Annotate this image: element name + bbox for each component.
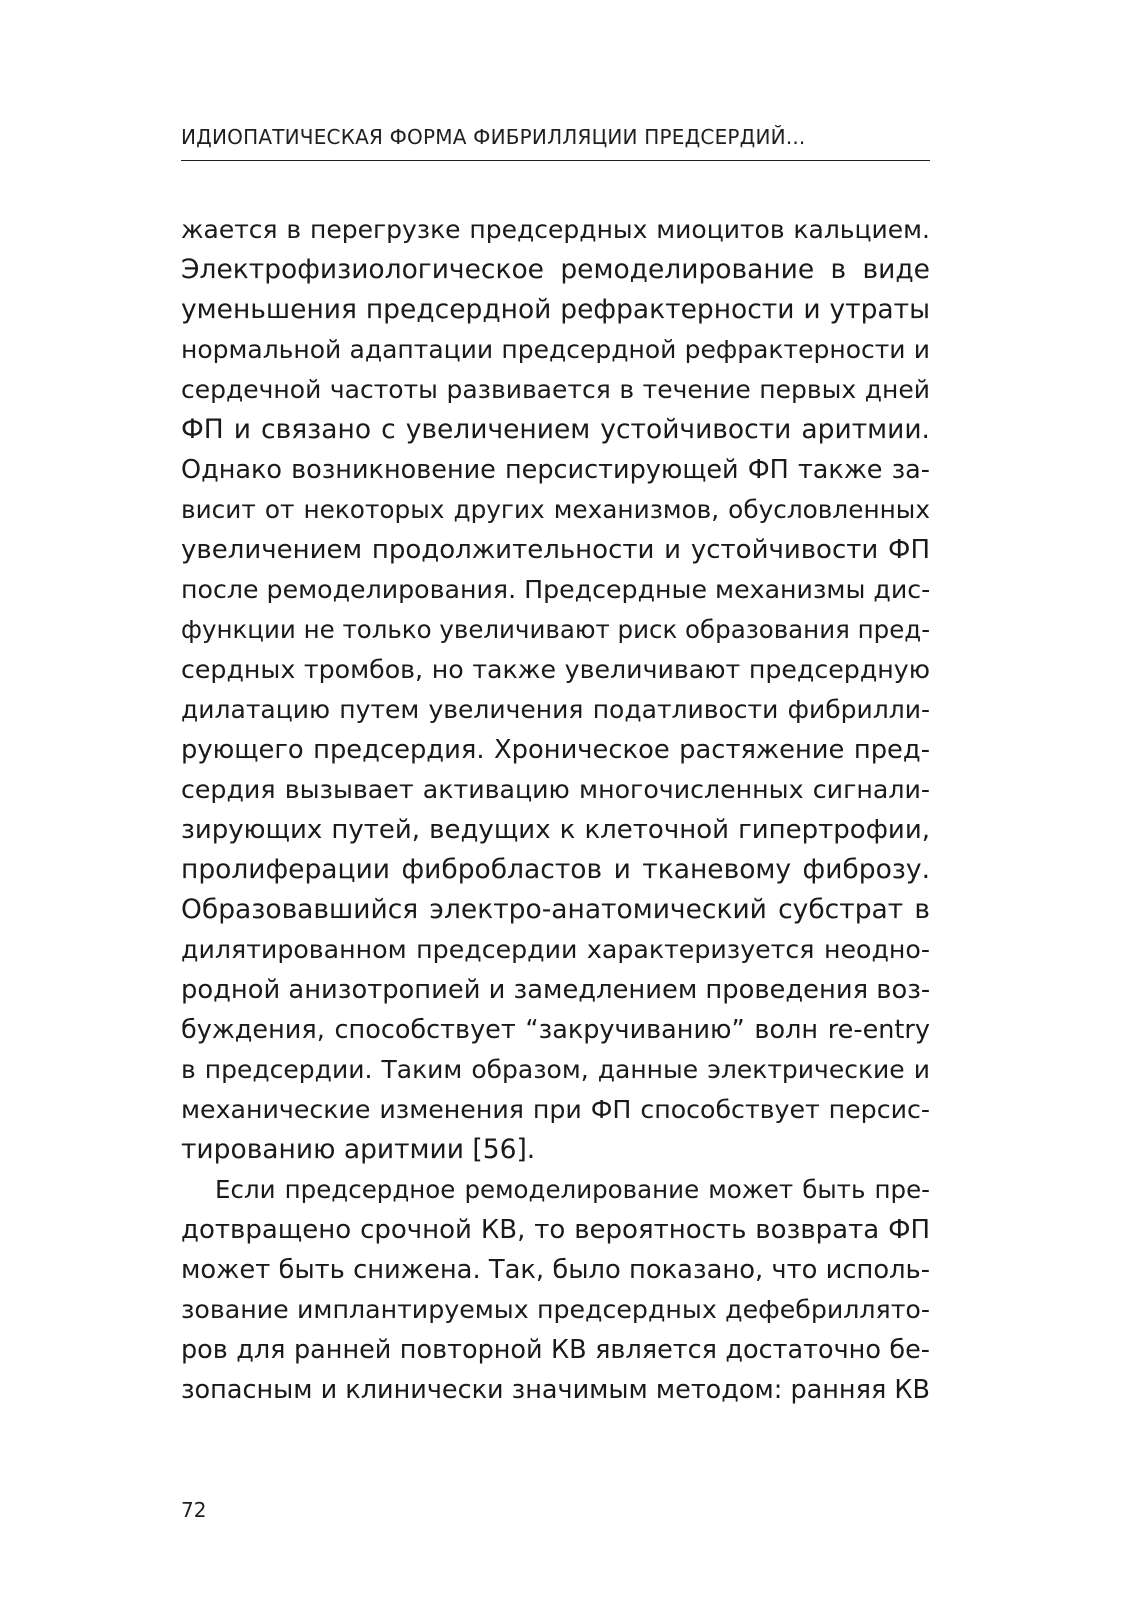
running-head-title: ИДИОПАТИЧЕСКАЯ ФОРМА ФИБРИЛЛЯЦИИ ПРЕДСЕРДИЙ... xyxy=(181,125,806,149)
text-line: уменьшения предсердной рефрактерности и утраты xyxy=(181,294,930,325)
paragraph-first-line: Если предсердное ремоделирование может быть пре- xyxy=(215,1175,930,1204)
text-line: дотвращено срочной КВ, то вероятность возврата ФП xyxy=(181,1215,930,1245)
text-line: функции не только увеличивают риск образования пред- xyxy=(181,615,930,644)
text-line: после ремоделирования. Предсердные механизмы дис- xyxy=(181,575,930,604)
text-line: ров для ранней повторной КВ является достаточно бе- xyxy=(181,1335,930,1365)
body-text xyxy=(181,210,930,1410)
page-number: 72 xyxy=(181,1498,207,1522)
text-line: зирующих путей, ведущих к клеточной гипертрофии, xyxy=(181,815,930,845)
text-line: нормальной адаптации предсердной рефрактерности и xyxy=(181,335,930,364)
text-line: родной анизотропией и замедлением проведения воз- xyxy=(181,975,930,1005)
text-line: может быть снижена. Так, было показано, что исполь- xyxy=(181,1255,930,1285)
text-line: жается в перегрузке предсердных миоцитов кальцием. xyxy=(181,215,930,244)
text-line: зование имплантируемых предсердных дефебриллято- xyxy=(181,1295,930,1324)
text-line: буждения, способствует “закручиванию” волн re-entry xyxy=(181,1015,930,1045)
text-line: механические изменения при ФП способствует персис- xyxy=(181,1095,930,1124)
text-line: Образовавшийся электро-анатомический субстрат в xyxy=(181,894,930,925)
text-line: дилятированном предсердии характеризуется неодно- xyxy=(181,935,930,964)
text-line: Электрофизиологическое ремоделирование в виде xyxy=(181,254,930,285)
text-line: Однако возникновение персистирующей ФП также за- xyxy=(181,455,930,485)
text-line: ФП и связано с увеличением устойчивости аритмии. xyxy=(181,414,930,445)
text-line: пролиферации фибробластов и тканевому фиброзу. xyxy=(181,854,930,885)
text-line: увеличением продолжительности и устойчивости ФП xyxy=(181,535,930,565)
header-rule xyxy=(181,160,930,161)
text-line: рующего предсердия. Хроническое растяжение пред- xyxy=(181,735,930,765)
text-line: сердия вызывает активацию многочисленных сигнали- xyxy=(181,775,930,804)
text-line: дилатацию путем увеличения податливости фибрилли- xyxy=(181,695,930,724)
text-line: в предсердии. Таким образом, данные электрические и xyxy=(181,1055,930,1084)
paragraph-last-line: тированию аритмии [56]. xyxy=(181,1134,536,1165)
text-line: сердечной частоты развивается в течение первых дней xyxy=(181,375,930,404)
text-line: сердных тромбов, но также увеличивают предсердную xyxy=(181,655,930,684)
text-line: висит от некоторых других механизмов, обусловленных xyxy=(181,495,930,524)
text-line: зопасным и клинически значимым методом: ранняя КВ xyxy=(181,1375,930,1405)
